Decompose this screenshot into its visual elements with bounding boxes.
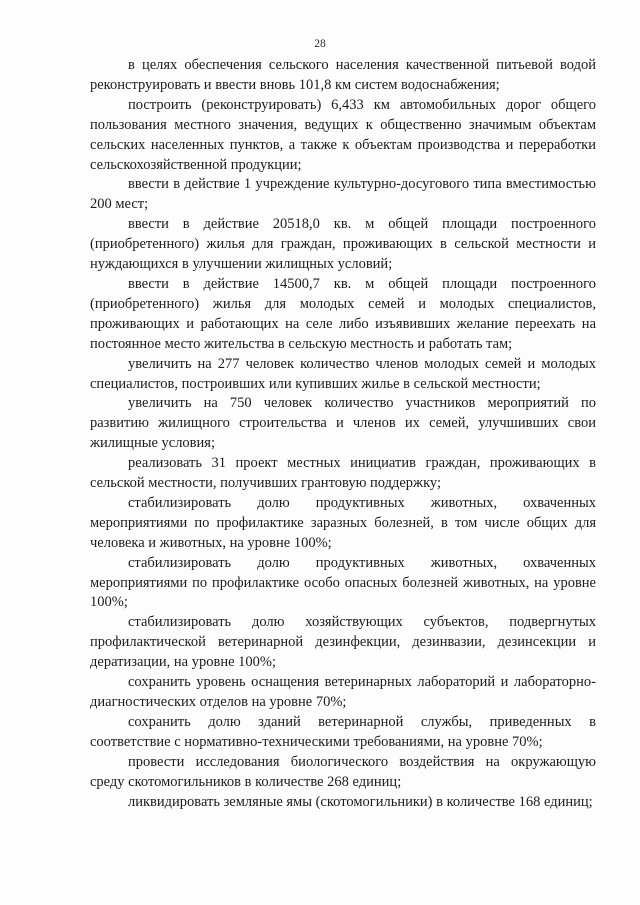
paragraph-veterinary-buildings: сохранить долю зданий ветеринарной службы, приведенных в соответствие с нормативно-техническими требованиями, на уровне 70%; — [90, 713, 596, 750]
paragraph-young-families-count: увеличить на 277 человек количество членов молодых семей и молодых специалистов, построивших или купивших жилье в сельской местности; — [90, 355, 596, 392]
paragraph-cultural-institution: ввести в действие 1 учреждение культурно-досугового типа вместимостью 200 мест; — [90, 176, 596, 213]
document-body — [90, 56, 596, 812]
paragraph-local-initiatives: реализовать 31 проект местных инициатив граждан, проживающих в сельской местности, получивших грантовую поддержку; — [90, 455, 596, 492]
paragraph-burial-liquidation: ликвидировать земляные ямы (скотомогильники) в количестве 168 единиц; — [128, 793, 593, 810]
paragraph-water-supply: в целях обеспечения сельского населения качественной питьевой водой реконструировать и ввести вновь 101,8 км систем водоснабжения; — [90, 57, 596, 93]
page-number: 28 — [314, 38, 326, 50]
paragraph-contagious-diseases: стабилизировать долю продуктивных животных, охваченных мероприятиями по профилактике заразных болезней, в том числе общих для человека и животных, на уровне 100%; — [90, 494, 596, 551]
paragraph-disinfection: стабилизировать долю хозяйствующих субъектов, подвергнутых профилактической ветеринарной дезинфекции, дезинвазии, дезинсекции и дератизации, на уровне 100%; — [90, 614, 596, 671]
paragraph-housing-citizens: ввести в действие 20518,0 кв. м общей площади построенного (приобретенного) жилья для граждан, проживающих в сельской местности и нуждающихся в улучшении жилищных условий; — [90, 216, 596, 273]
paragraph-housing-young-families: ввести в действие 14500,7 кв. м общей площади построенного (приобретенного) жилья для молодых семей и молодых специалистов, проживающих и работающих на селе либо изъявивших желание переехать на постоянное место жительства в сельскую местность и работать там; — [90, 275, 596, 352]
paragraph-laboratories: сохранить уровень оснащения ветеринарных лабораторий и лабораторно-диагностических отделов на уровне 70%; — [90, 674, 596, 710]
paragraph-burial-research: провести исследования биологического воздействия на окружающую среду скотомогильников в количестве 268 единиц; — [90, 753, 596, 790]
paragraph-roads: построить (реконструировать) 6,433 км автомобильных дорог общего пользования местного значения, ведущих к общественно значимым объектам сельских населенных пунктов, а также к объектам производства и переработки сельскохозяйственной продукции; — [90, 96, 596, 173]
paragraph-dangerous-diseases: стабилизировать долю продуктивных животных, охваченных мероприятиями по профилактике особо опасных болезней животных, на уровне 100%; — [90, 554, 596, 611]
paragraph-housing-participants: увеличить на 750 человек количество участников мероприятий по развитию жилищного строительства и членов их семей, улучшивших свои жилищные условия; — [90, 395, 596, 452]
